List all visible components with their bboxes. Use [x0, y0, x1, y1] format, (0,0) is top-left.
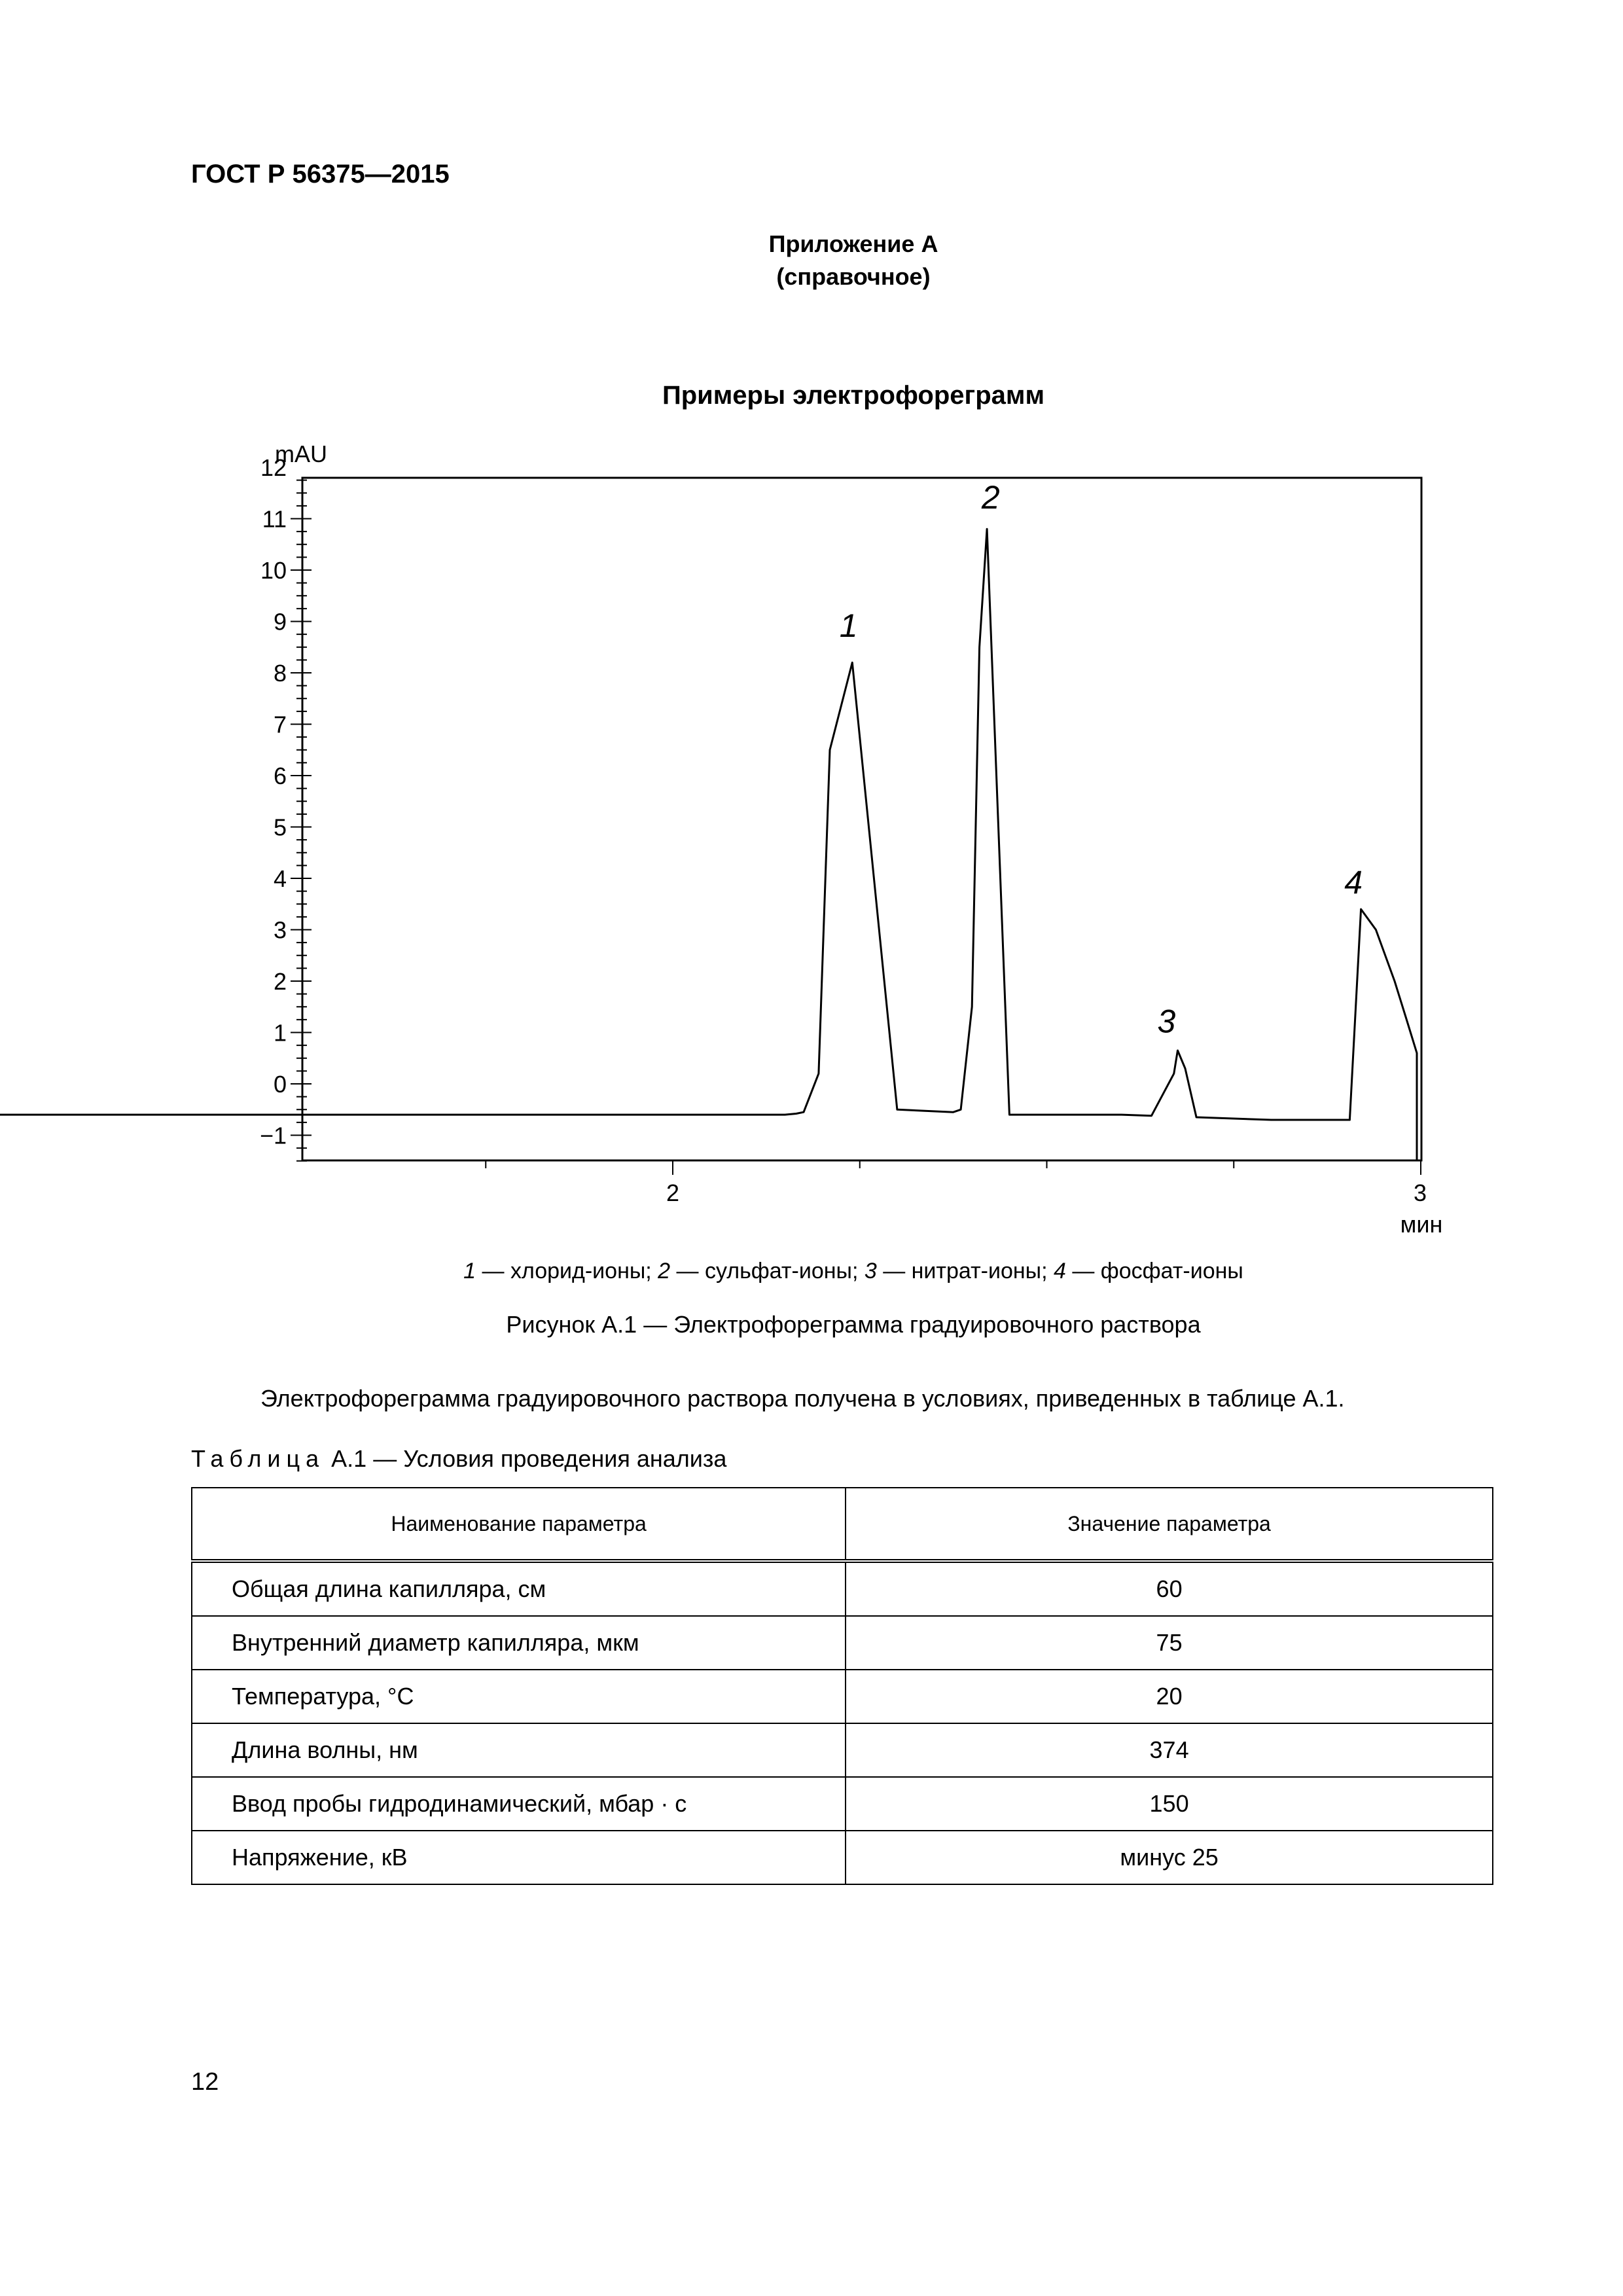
y-tick-label: 8 [273, 660, 287, 687]
param-value: 20 [846, 1670, 1493, 1723]
plot-frame [302, 478, 1421, 1160]
legend-num-1: 1 [463, 1259, 476, 1283]
y-tick-label: 5 [273, 814, 287, 841]
header-parameter-name: Наименование параметра [192, 1488, 846, 1561]
table-header-row [192, 1488, 1493, 1561]
param-value: 150 [846, 1777, 1493, 1831]
y-tick-label: −1 [259, 1122, 287, 1149]
peak-label-4: 4 [1344, 864, 1363, 901]
param-name: Напряжение, кВ [192, 1831, 846, 1884]
legend-text-3: — нитрат-ионы; [876, 1259, 1054, 1283]
x-tick-label: 3 [1413, 1179, 1427, 1206]
legend-num-3: 3 [864, 1259, 877, 1283]
param-name: Внутренний диаметр капилляра, мкм [192, 1616, 846, 1670]
param-value: 374 [846, 1723, 1493, 1777]
x-tick-label: 2 [666, 1179, 680, 1206]
table-row [192, 1723, 1493, 1777]
y-tick-label: 11 [262, 505, 287, 533]
param-name: Температура, °С [192, 1670, 846, 1723]
y-tick-label: 7 [273, 711, 287, 738]
y-tick-label: 6 [273, 762, 287, 789]
x-axis-label: мин [1400, 1211, 1443, 1238]
page-number: 12 [191, 2068, 219, 2096]
table-row [192, 1777, 1493, 1831]
legend-text-2: — сульфат-ионы; [670, 1259, 865, 1283]
table-row [192, 1831, 1493, 1884]
electropherogram-trace [0, 529, 1417, 1160]
annex-subtitle: (справочное) [776, 263, 931, 290]
parameters-table [191, 1487, 1493, 1885]
param-name: Ввод пробы гидродинамический, мбар · с [192, 1777, 846, 1831]
y-tick-label: 1 [273, 1019, 287, 1047]
param-value: 60 [846, 1561, 1493, 1616]
y-tick-label: 10 [260, 557, 287, 584]
annex-title: Приложение А [768, 230, 938, 257]
figure-caption: Рисунок А.1 — Электрофореграмма градуировочного раствора [506, 1311, 1201, 1338]
legend-text-1: — хлорид-ионы; [476, 1259, 658, 1283]
y-tick-label: 3 [273, 916, 287, 944]
param-value: минус 25 [846, 1831, 1493, 1884]
legend-num-4: 4 [1053, 1259, 1066, 1283]
legend-num-2: 2 [658, 1259, 671, 1283]
table-row [192, 1670, 1493, 1723]
table-row [192, 1561, 1493, 1616]
param-name: Длина волны, нм [192, 1723, 846, 1777]
param-value: 75 [846, 1616, 1493, 1670]
table-caption-rest: А.1 — Условия проведения анализа [325, 1445, 727, 1472]
y-axis-label: mAU [275, 440, 327, 467]
peak-label-2: 2 [981, 478, 1000, 516]
y-tick-label: 0 [273, 1071, 287, 1098]
intro-paragraph: Электрофореграмма градуировочного раствора получена в условиях, приведенных в таблице А.1. [260, 1385, 1345, 1412]
figure-legend [42, 1259, 1623, 1284]
peak-label-3: 3 [1157, 1003, 1176, 1040]
document-header: ГОСТ Р 56375—2015 [191, 160, 450, 188]
y-tick-label: 9 [273, 608, 287, 636]
table-row [192, 1616, 1493, 1670]
legend-text-4: — фосфат-ионы [1065, 1259, 1243, 1283]
param-name: Общая длина капилляра, см [192, 1561, 846, 1616]
y-tick-label: 4 [273, 865, 287, 892]
section-title: Примеры электрофореграмм [662, 381, 1045, 410]
y-tick-label: 12 [260, 454, 287, 481]
table-caption-word: Таблица [191, 1445, 325, 1472]
y-tick-label: 2 [273, 968, 287, 995]
table-caption [191, 1445, 726, 1473]
peak-label-1: 1 [839, 607, 858, 645]
header-parameter-value: Значение параметра [846, 1488, 1493, 1561]
